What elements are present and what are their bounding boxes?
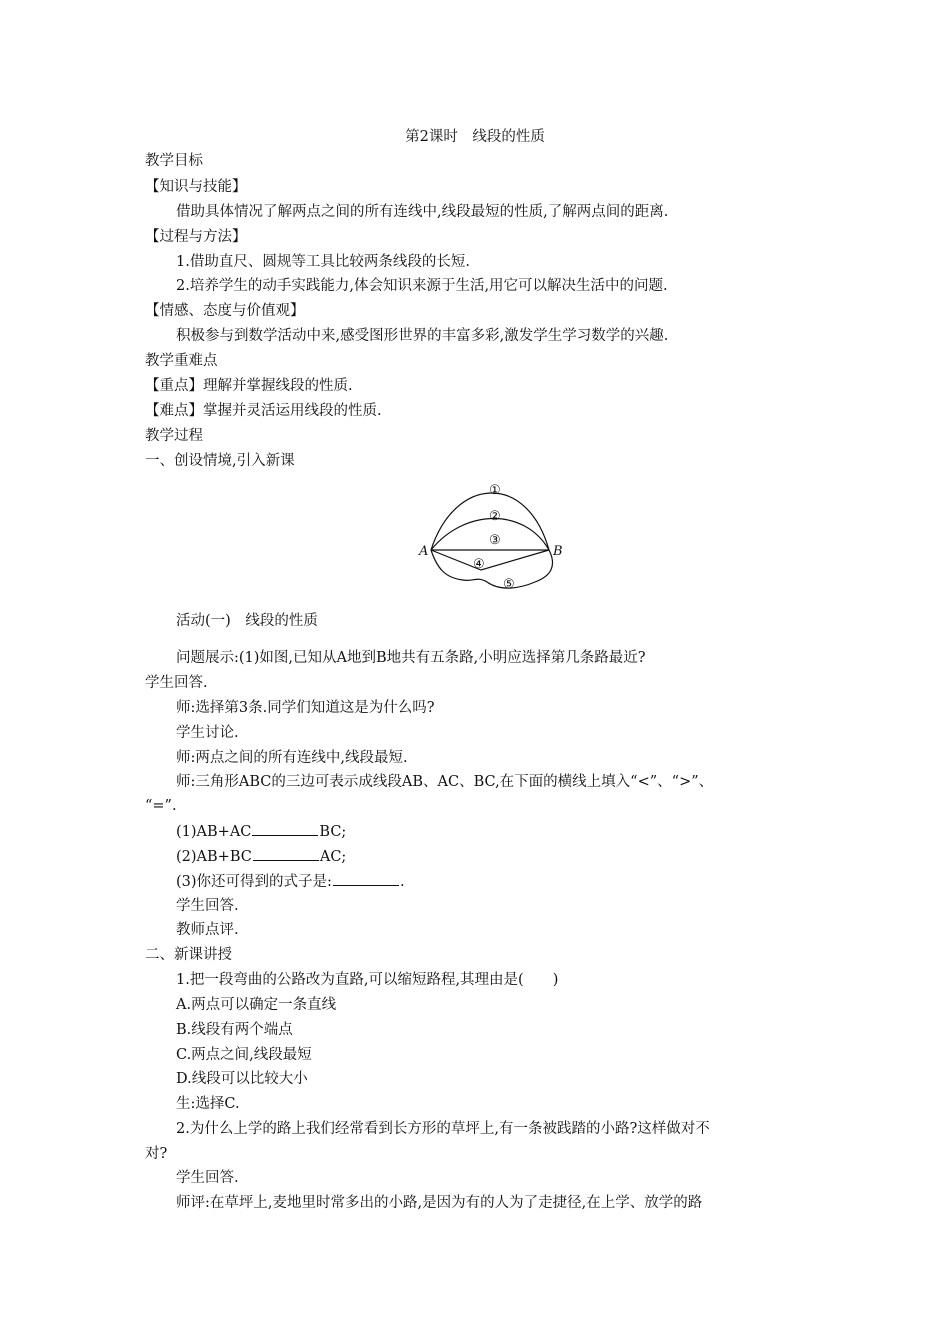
question-1: 1.把一段弯曲的公路改为直路,可以缩短路程,其理由是( ) bbox=[176, 972, 559, 988]
student-answer-2: 学生回答. bbox=[176, 898, 239, 914]
blank-3[interactable] bbox=[333, 871, 399, 886]
student-answer: 学生回答. bbox=[145, 675, 208, 691]
route-5-curve bbox=[431, 550, 553, 588]
fill-blank-3 bbox=[176, 871, 405, 892]
section-2-heading: 二、新课讲授 bbox=[145, 947, 232, 963]
objectives-heading: 教学目标 bbox=[145, 153, 203, 169]
route-1-label: ① bbox=[489, 483, 501, 498]
key-point: 【重点】理解并掌握线段的性质. bbox=[145, 378, 353, 394]
difficult-point: 【难点】掌握并灵活运用线段的性质. bbox=[145, 403, 382, 419]
fill-blank-2 bbox=[176, 846, 346, 867]
fill-blank-1 bbox=[176, 821, 346, 842]
route-2-label: ② bbox=[489, 509, 501, 524]
question-1-option-a: A.两点可以确定一条直线 bbox=[176, 997, 337, 1013]
section-1-heading: 一、创设情境,引入新课 bbox=[145, 453, 295, 469]
blank-2[interactable] bbox=[253, 846, 319, 861]
point-b-label: B bbox=[553, 544, 563, 559]
knowledge-text: 借助具体情况了解两点之间的所有连线中,线段最短的性质,了解两点间的距离. bbox=[176, 204, 669, 220]
route-5-label: ⑤ bbox=[503, 577, 515, 592]
activity-title: 活动(一) 线段的性质 bbox=[176, 613, 318, 629]
process-item-2: 2.培养学生的动手实践能力,体会知识来源于生活,用它可以解决生活中的问题. bbox=[176, 278, 668, 294]
teaching-process-heading: 教学过程 bbox=[145, 428, 203, 444]
fill-1-left: (1)AB+AC bbox=[176, 824, 252, 840]
fill-1-right: BC; bbox=[319, 824, 347, 840]
blank-1[interactable] bbox=[252, 821, 318, 836]
route-4-path bbox=[431, 550, 549, 570]
question-2: 2.为什么上学的路上我们经常看到长方形的草坪上,有一条被践踏的小路?这样做对不 bbox=[176, 1121, 710, 1137]
routes-figure bbox=[415, 478, 575, 598]
route-3-label: ③ bbox=[489, 533, 501, 548]
teacher-line-3: 师:三角形ABC的三边可表示成线段AB、AC、BC,在下面的横线上填入“<”、“>”、 bbox=[176, 774, 714, 790]
teacher-review: 师评:在草坪上,麦地里时常多出的小路,是因为有的人为了走捷径,在上学、放学的路 bbox=[176, 1195, 703, 1211]
student-discussion: 学生讨论. bbox=[176, 725, 239, 741]
student-answer-3: 学生回答. bbox=[176, 1170, 239, 1186]
fill-3-left: (3)你还可得到的式子是: bbox=[176, 874, 332, 890]
question-1-option-d: D.线段可以比较大小 bbox=[176, 1071, 308, 1087]
fill-2-left: (2)AB+BC bbox=[176, 849, 252, 865]
teacher-line-2: 师:两点之间的所有连线中,线段最短. bbox=[176, 750, 408, 766]
fill-2-right: AC; bbox=[319, 849, 347, 865]
emotion-text: 积极参与到数学活动中来,感受图形世界的丰富多彩,激发学生学习数学的兴趣. bbox=[176, 328, 669, 344]
question-1-answer: 生:选择C. bbox=[176, 1096, 240, 1112]
process-method-heading: 【过程与方法】 bbox=[145, 229, 247, 245]
teacher-line-3-cont: “=”. bbox=[145, 798, 177, 814]
teacher-line-1: 师:选择第3条.同学们知道这是为什么吗? bbox=[176, 700, 435, 716]
routes-diagram bbox=[415, 478, 575, 598]
process-item-1: 1.借助直尺、圆规等工具比较两条线段的长短. bbox=[176, 254, 470, 270]
lesson-title: 第2课时 线段的性质 bbox=[405, 129, 545, 145]
question-1-option-c: C.两点之间,线段最短 bbox=[176, 1047, 312, 1063]
teacher-comment: 教师点评. bbox=[176, 922, 239, 938]
key-points-heading: 教学重难点 bbox=[145, 353, 218, 369]
emotion-heading: 【情感、态度与价值观】 bbox=[145, 303, 305, 319]
point-a-label: A bbox=[419, 544, 429, 559]
question-2-cont: 对? bbox=[145, 1146, 168, 1162]
fill-3-right: . bbox=[399, 874, 405, 890]
question-1-option-b: B.线段有两个端点 bbox=[176, 1022, 293, 1038]
knowledge-heading: 【知识与技能】 bbox=[145, 179, 247, 195]
route-4-label: ④ bbox=[473, 557, 485, 572]
problem-statement: 问题展示:(1)如图,已知从A地到B地共有五条路,小明应选择第几条路最近? bbox=[176, 650, 646, 666]
